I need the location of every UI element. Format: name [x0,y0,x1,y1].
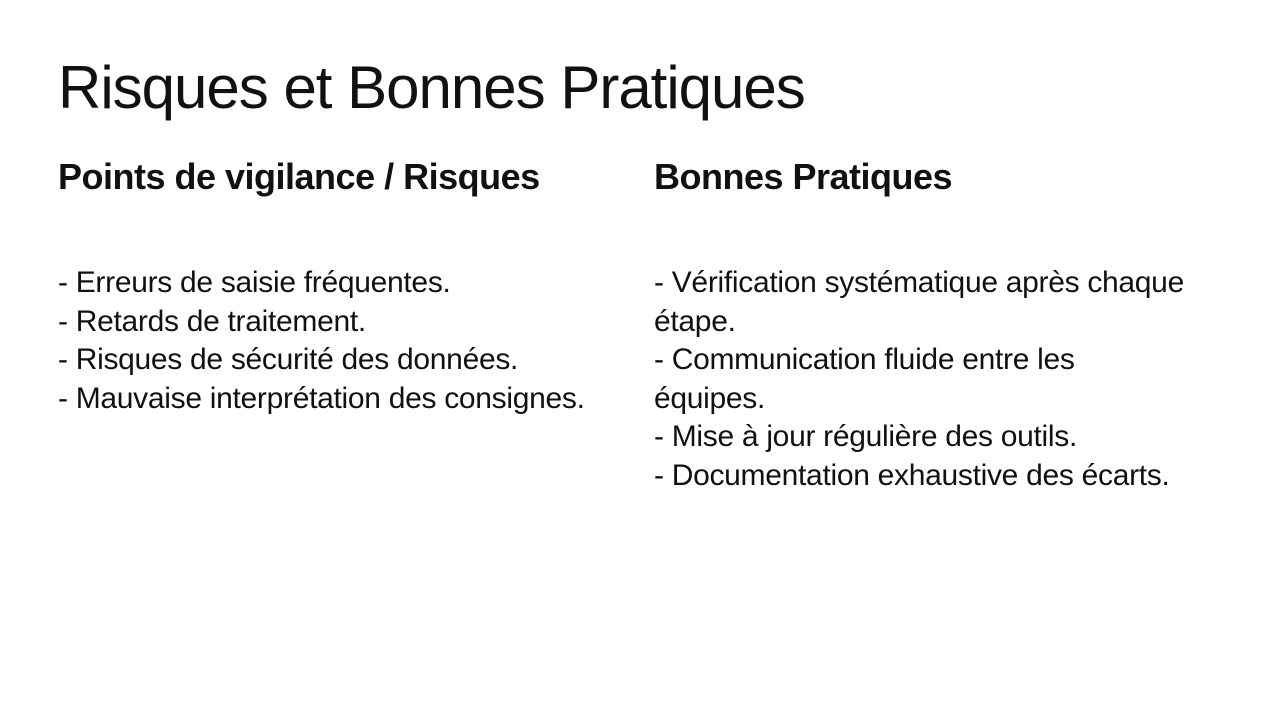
list-item: - Retards de traitement. [58,304,366,338]
list-item: - Erreurs de saisie fréquentes. [58,266,451,299]
best-practices-list [654,264,1184,495]
list-item: - Communication fluide entre les équipes. [654,343,1075,415]
list-item: - Mauvaise interprétation des consignes. [58,381,585,415]
slide-title: Risques et Bonnes Pratiques [58,54,805,121]
list-item: - Mise à jour régulière des outils. [654,420,1078,453]
risks-heading: Points de vigilance / Risques [58,156,540,197]
list-item: - Documentation exhaustive des écarts. [654,458,1170,492]
risks-column [58,154,598,415]
best-practices-column [654,154,1184,492]
risks-list [58,264,598,418]
list-item: - Risques de sécurité des données. [58,343,519,376]
best-practices-heading: Bonnes Pratiques [654,156,953,197]
list-item: - Vérification systématique après chaque étape. [654,266,1184,338]
